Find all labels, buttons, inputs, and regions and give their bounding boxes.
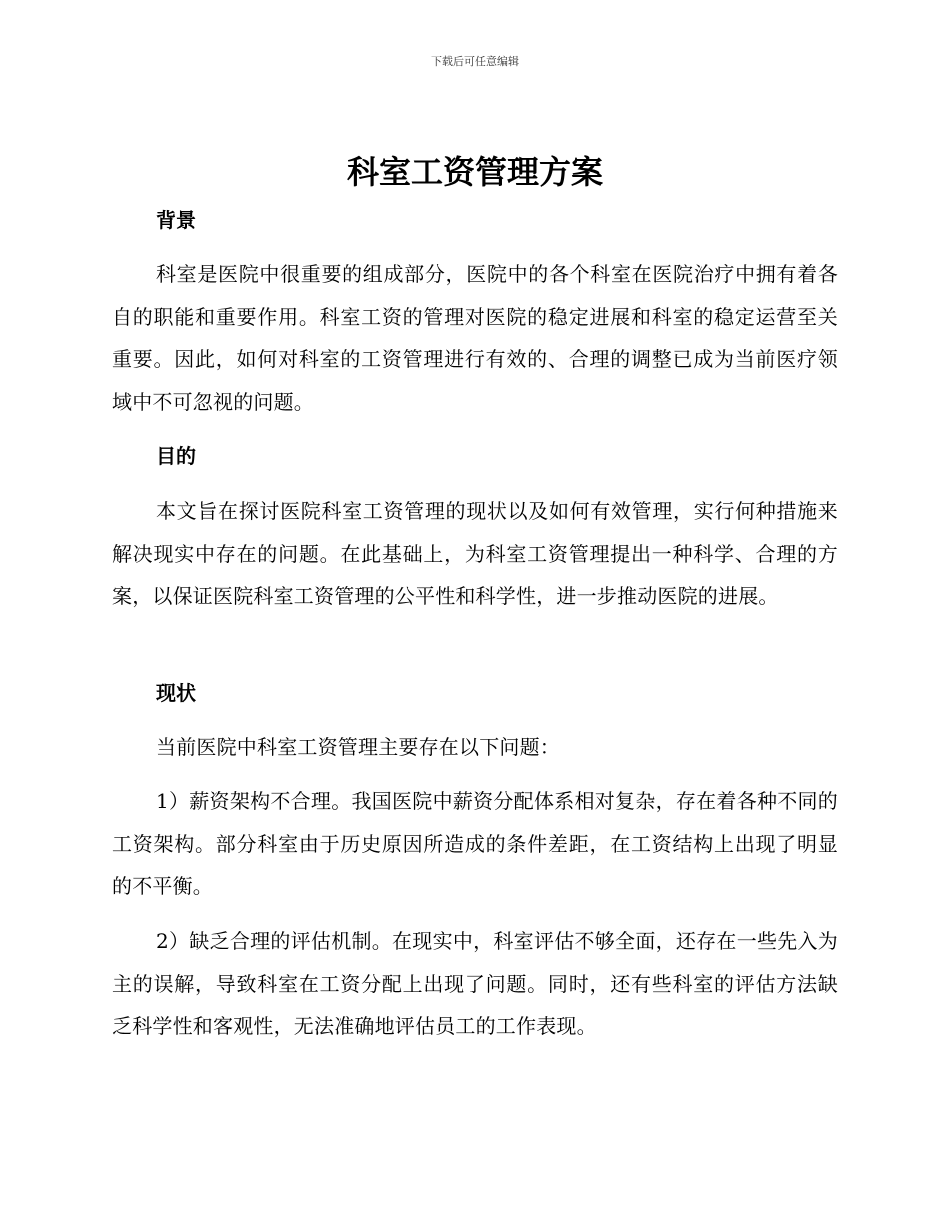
- paragraph-status-item-2: 2）缺乏合理的评估机制。在现实中，科室评估不够全面，还存在一些先入为主的误解，导致科室在工资分配上出现了问题。同时，还有些科室的评估方法缺乏科学性和客观性，无法准确地评估员工的工作表现。: [112, 929, 838, 1038]
- paragraph-status-item-1: 1）薪资架构不合理。我国医院中薪资分配体系相对复杂，存在着各种不同的工资架构。部分科室由于历史原因所造成的条件差距，在工资结构上出现了明显的不平衡。: [112, 789, 838, 898]
- paragraph-status-intro: 当前医院中科室工资管理主要存在以下问题：: [156, 735, 560, 759]
- paragraph-purpose: 本文旨在探讨医院科室工资管理的现状以及如何有效管理，实行何种措施来解决现实中存在的问题。在此基础上，为科室工资管理提出一种科学、合理的方案，以保证医院科室工资管理的公平性和科学性，进一步推动医院的进展。: [112, 499, 838, 608]
- section-heading-purpose: 目的: [156, 444, 196, 468]
- paragraph-background: 科室是医院中很重要的组成部分，医院中的各个科室在医院治疗中拥有着各自的职能和重要作用。科室工资的管理对医院的稳定进展和科室的稳定运营至关重要。因此，如何对科室的工资管理进行有效的、合理的调整已成为当前医疗领域中不可忽视的问题。: [112, 262, 838, 414]
- document-title: 科室工资管理方案: [346, 153, 603, 191]
- section-heading-status: 现状: [156, 681, 196, 705]
- header-note: 下载后可任意编辑: [431, 55, 519, 68]
- section-heading-background: 背景: [156, 208, 196, 232]
